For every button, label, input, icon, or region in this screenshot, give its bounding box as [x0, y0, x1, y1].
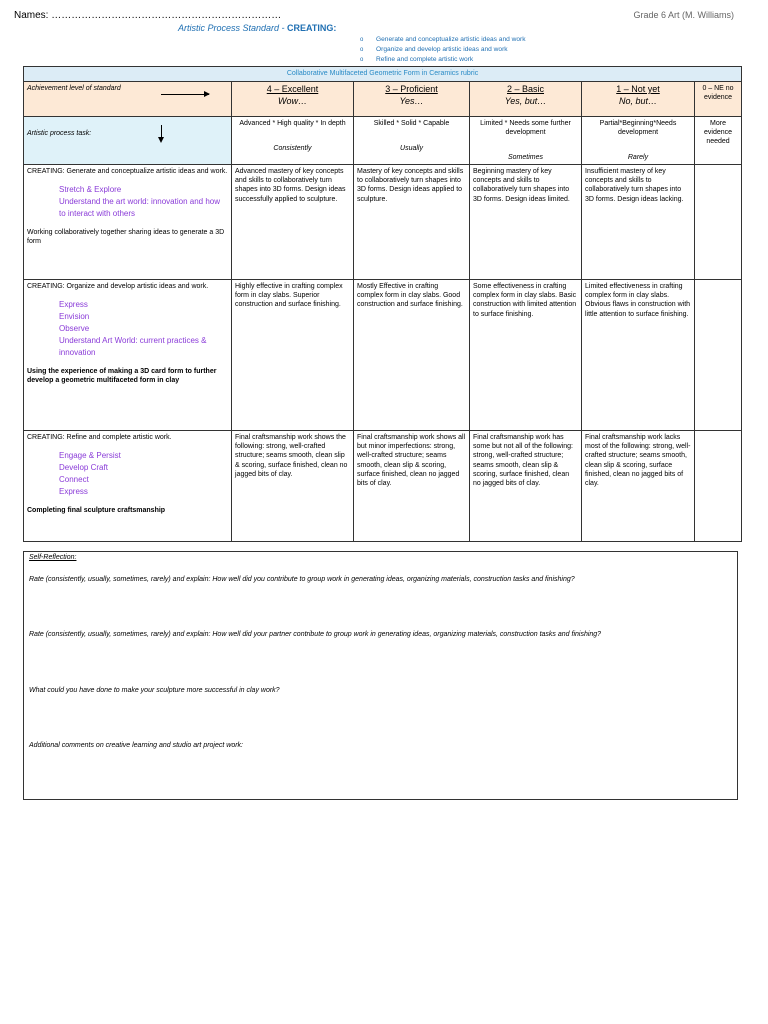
- rubric-cell-empty: [695, 431, 742, 542]
- level-frequency: Sometimes: [507, 154, 543, 162]
- criterion-title: CREATING: Refine and complete artistic work.: [27, 434, 172, 442]
- rubric-cell: Mastery of key concepts and skills to collaboratively turn shapes into 3D forms. Design ideas applied to sculpture.: [354, 165, 470, 280]
- rubric-table: [23, 66, 742, 542]
- reflection-question-3: What could you have done to make your sculpture more successful in clay work?: [29, 687, 280, 694]
- level-subtitle: Yes, but…: [504, 95, 547, 106]
- reflection-question-2: Rate (consistently, usually, sometimes, rarely) and explain: How well did your partner contribute to group work in generating ideas, organizing materials, construction tasks and finishing?: [29, 631, 602, 638]
- artistic-process-task-header: [24, 117, 232, 165]
- level-title: 3 – Proficient: [385, 84, 438, 94]
- grade-teacher-label: Grade 6 Art (M. Williams): [633, 10, 734, 20]
- criterion-items: [27, 450, 228, 498]
- criterion-item: Express: [59, 300, 88, 310]
- standard-creating: CREATING:: [287, 23, 337, 33]
- criterion-title: CREATING: Organize and develop artistic ideas and work.: [27, 283, 209, 291]
- rubric-cell: Advanced mastery of key concepts and skills to collaboratively turn shapes into 3D forms. Design ideas successfully applied to sculpture.: [232, 165, 354, 280]
- rubric-cell: Final craftsmanship work has some but not all of the following: strong, well-crafted structure; seams smooth, clean slip & scoring, surface finished, clean no jagged bits of clay.: [470, 431, 582, 542]
- level-header-0: 0 – NE no evidence: [695, 82, 742, 117]
- rubric-cell: Final craftsmanship work lacks most of the following: strong, well-crafted structure; seams smooth, clean slip & scoring, surface finished, clean no jagged bits of clay.: [582, 431, 695, 542]
- level-frequency: Rarely: [627, 154, 649, 162]
- level-title: 2 – Basic: [506, 84, 545, 94]
- self-reflection-box[interactable]: [23, 551, 738, 800]
- rubric-cell: Final craftsmanship work shows the following: strong, well-crafted structure; seams smooth, clean slip & scoring, surface finished, clean no jagged bits of clay.: [232, 431, 354, 542]
- reflection-question-4: Additional comments on creative learning and studio art project work:: [29, 742, 243, 749]
- rubric-cell: Some effectiveness in crafting complex form in clay slabs. Basic construction with limited attention to surface finishing.: [470, 280, 582, 431]
- criterion-organize: [24, 280, 232, 431]
- level-header-4: [232, 82, 354, 117]
- rubric-cell: Limited effectiveness in crafting complex form in clay slabs. Obvious flaws in construction with little attention to surface finishing.: [582, 280, 695, 431]
- level-description-3: [354, 117, 470, 165]
- level-subtitle: Yes…: [399, 95, 424, 106]
- level-description-1: [582, 117, 695, 165]
- criterion-items: [27, 299, 228, 359]
- criterion-refine: [24, 431, 232, 542]
- level-header-2: [470, 82, 582, 117]
- self-reflection-title: Self-Reflection:: [29, 554, 77, 561]
- level-desc: Limited * Needs some further development: [480, 120, 571, 137]
- criterion-item: Engage & Persist: [59, 451, 121, 461]
- achievement-label: Achievement level of standard: [27, 85, 121, 92]
- level-frequency: Consistently: [273, 145, 312, 153]
- criterion-items: [27, 184, 228, 220]
- level-title: 1 – Not yet: [616, 84, 660, 94]
- rubric-title: Collaborative Multifaceted Geometric Form in Ceramics rubric: [24, 67, 742, 82]
- artistic-process-standard: [178, 23, 336, 33]
- rubric-cell: Final craftsmanship work shows all but minor imperfections: strong, well-crafted structure; seams smooth, clean slip & scoring, surface finished, clean no jagged bits of clay.: [354, 431, 470, 542]
- level-desc: Skilled * Solid * Capable: [373, 120, 450, 127]
- rubric-cell: Insufficient mastery of key concepts and skills to collaboratively turn shapes into 3D forms. Design ideas lacking.: [582, 165, 695, 280]
- level-header-1: [582, 82, 695, 117]
- rubric-cell-empty: [695, 165, 742, 280]
- rubric-cell: Mostly Effective in crafting complex form in clay slabs. Good construction and surface finishing.: [354, 280, 470, 431]
- level-description-4: [232, 117, 354, 165]
- criterion-item: Connect: [59, 475, 89, 485]
- achievement-level-header: [24, 82, 232, 117]
- level-description-0: More evidence needed: [695, 117, 742, 165]
- reflection-question-1: Rate (consistently, usually, sometimes, rarely) and explain: How well did you contribute to group work in generating ideas, organizing materials, construction tasks and finishing?: [29, 576, 575, 583]
- rubric-cell-empty: [695, 280, 742, 431]
- level-subtitle: No, but…: [618, 95, 658, 106]
- arrow-right-icon: [161, 94, 209, 95]
- criterion-generate: [24, 165, 232, 280]
- task-label: Artistic process task:: [27, 130, 92, 137]
- criterion-item: Stretch & Explore: [59, 185, 122, 195]
- criterion-item: Envision: [59, 312, 90, 322]
- level-desc: Partial*Beginning*Needs development: [599, 120, 677, 137]
- level-title: 4 – Excellent: [266, 84, 319, 94]
- level-header-3: [354, 82, 470, 117]
- rubric-cell: Highly effective in crafting complex form in clay slabs. Superior construction and surface finishing.: [232, 280, 354, 431]
- criterion-item: Observe: [59, 324, 90, 334]
- names-field-label[interactable]: Names: ……………………………………………………………: [14, 10, 282, 21]
- level-description-2: [470, 117, 582, 165]
- goal-item: o Generate and conceptualize artistic ideas and work: [360, 35, 526, 45]
- standard-goals-list: [360, 35, 526, 65]
- standard-prefix: Artistic Process Standard -: [178, 23, 288, 33]
- level-desc: Advanced * High quality * In depth: [239, 120, 346, 127]
- rubric-cell: Beginning mastery of key concepts and skills to collaboratively turn shapes into 3D forms. Design ideas limited.: [470, 165, 582, 280]
- goal-item: o Refine and complete artistic work: [360, 55, 526, 65]
- criterion-title: CREATING: Generate and conceptualize artistic ideas and work.: [27, 168, 228, 176]
- arrow-down-icon: [161, 125, 162, 141]
- criterion-item: Develop Craft: [59, 463, 108, 473]
- criterion-item: Express: [59, 487, 88, 497]
- criterion-footer: Completing final sculpture craftsmanship: [27, 507, 166, 515]
- goal-item: o Organize and develop artistic ideas and work: [360, 45, 526, 55]
- level-frequency: Usually: [400, 145, 423, 153]
- criterion-footer: Using the experience of making a 3D card form to further develop a geometric multifaceted form in clay: [27, 368, 217, 385]
- criterion-item: Understand the art world: innovation and how to interact with others: [59, 197, 220, 219]
- level-subtitle: Wow…: [278, 95, 307, 106]
- criterion-footer: Working collaboratively together sharing ideas to generate a 3D form: [27, 229, 225, 246]
- criterion-item: Understand Art World: current practices & innovation: [59, 336, 207, 358]
